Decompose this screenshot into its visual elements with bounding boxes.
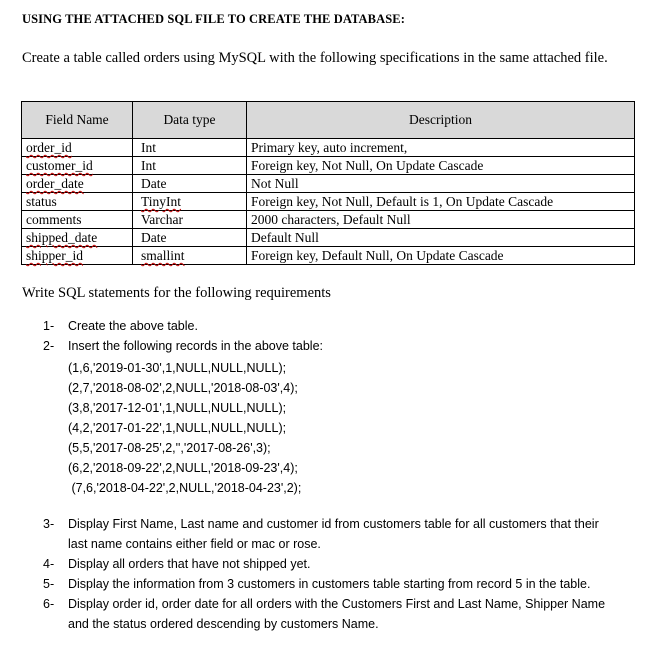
list-text: Create the above table. [68, 319, 198, 333]
record-line: (2,7,'2018-08-02',2,NULL,'2018-08-03',4); [68, 381, 298, 395]
table-row [22, 229, 635, 247]
header-description: Description [247, 102, 635, 139]
description-cell: Default Null [247, 229, 635, 247]
description-cell: Not Null [247, 175, 635, 193]
field-name-cell: comments [22, 211, 133, 229]
list-text: last name contains either field or mac or rose. [68, 537, 321, 551]
record-line: (1,6,'2019-01-30',1,NULL,NULL,NULL); [68, 361, 287, 375]
data-type-cell: Date [133, 229, 247, 247]
header-field-name: Field Name [22, 102, 133, 139]
data-type-cell: Varchar [133, 211, 247, 229]
list-text: Display the information from 3 customers in customers table starting from record 5 in the table. [68, 577, 591, 591]
list-text: and the status ordered descending by customers Name. [68, 617, 379, 631]
field-name-cell: shipper_id [26, 248, 83, 263]
list-text: Insert the following records in the above table: [68, 339, 324, 353]
record-line: (3,8,'2017-12-01',1,NULL,NULL,NULL); [68, 401, 287, 415]
description-cell: Foreign key, Not Null, Default is 1, On Update Cascade [247, 193, 635, 211]
data-type-cell: TinyInt [141, 194, 182, 209]
description-cell: 2000 characters, Default Null [247, 211, 635, 229]
table-row [22, 157, 635, 175]
list-number: 2- [43, 339, 55, 353]
list-number: 1- [43, 319, 55, 333]
description-cell: Foreign key, Not Null, On Update Cascade [247, 157, 635, 175]
data-type-cell: Date [133, 175, 247, 193]
list-number: 6- [43, 597, 55, 611]
description-cell: Foreign key, Default Null, On Update Cascade [247, 247, 635, 265]
field-name-cell: customer_id [26, 158, 93, 173]
list-number: 5- [43, 577, 55, 591]
record-line: (7,6,'2018-04-22',2,NULL,'2018-04-23',2); [68, 481, 302, 495]
table-row [22, 247, 635, 265]
field-name-cell: order_id [26, 140, 72, 155]
description-cell: Primary key, auto increment, [247, 139, 635, 157]
field-name-cell: order_date [26, 176, 84, 191]
record-line: (5,5,'2017-08-25',2,'','2017-08-26',3); [68, 441, 271, 455]
list-number: 4- [43, 557, 55, 571]
table-row [22, 211, 635, 229]
instructions-heading: Write SQL statements for the following requirements [22, 285, 331, 301]
record-line: (4,2,'2017-01-22',1,NULL,NULL,NULL); [68, 421, 287, 435]
field-name-cell: status [22, 193, 133, 211]
table-header-row [22, 102, 635, 139]
page-heading: USING THE ATTACHED SQL FILE TO CREATE THE DATABASE: [22, 12, 405, 26]
field-name-cell: shipped_date [26, 230, 98, 245]
list-number: 3- [43, 517, 55, 531]
table-row [22, 139, 635, 157]
record-line: (6,2,'2018-09-22',2,NULL,'2018-09-23',4); [68, 461, 298, 475]
list-text: Display order id, order date for all orders with the Customers First and Last Name, Shipper Name [68, 597, 606, 611]
data-type-cell: Int [133, 139, 247, 157]
table-row [22, 193, 635, 211]
orders-spec-table [21, 101, 635, 265]
intro-paragraph: Create a table called orders using MySQL with the following specifications in the same attached file. [22, 50, 608, 66]
list-text: Display all orders that have not shipped yet. [68, 557, 311, 571]
header-data-type: Data type [133, 102, 247, 139]
data-type-cell: smallint [141, 248, 185, 263]
table-row [22, 175, 635, 193]
list-text: Display First Name, Last name and customer id from customers table for all customers that their [68, 517, 599, 531]
data-type-cell: Int [133, 157, 247, 175]
insert-records-block [68, 358, 301, 498]
